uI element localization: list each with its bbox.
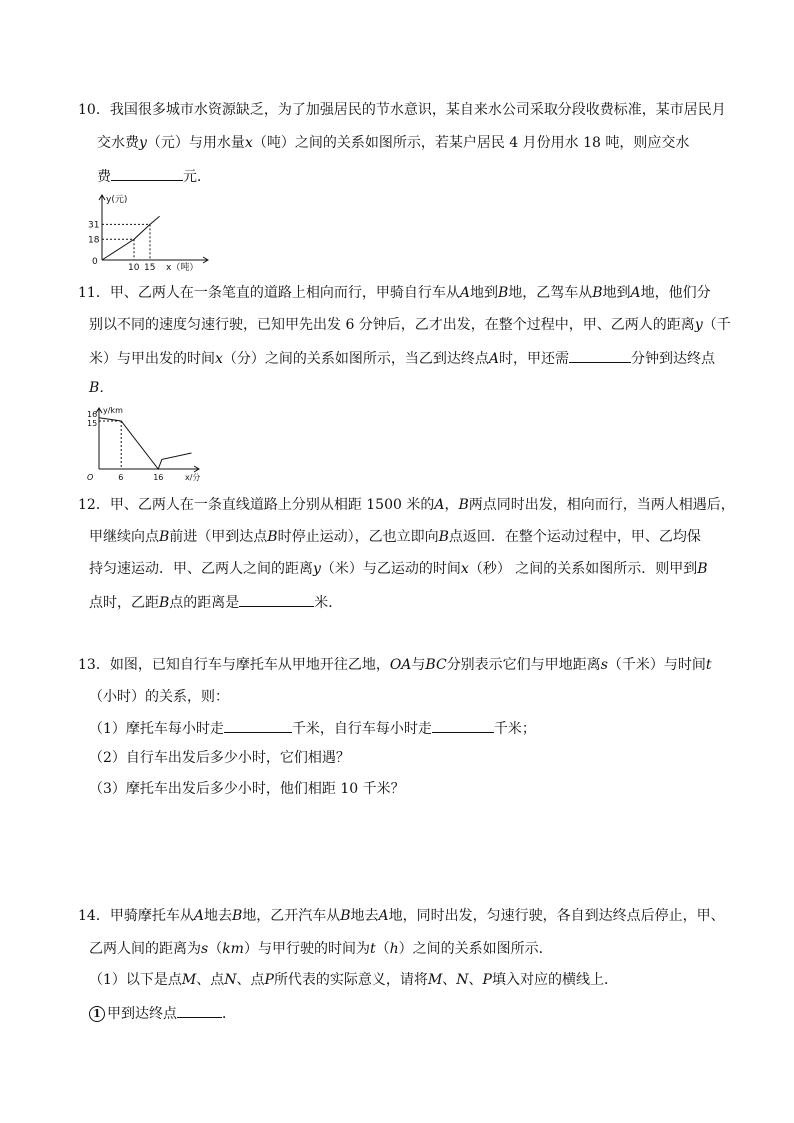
answer-blank[interactable] xyxy=(239,591,314,607)
q11-text: 地到 xyxy=(602,285,631,301)
q14-text: 填入对应的横线上． xyxy=(491,972,618,988)
y-tick-label: 18 xyxy=(88,235,100,246)
q10-text: 10．我国很多城市水资源缺乏，为了加强居民的节水意识，某自来水公司采取分段收费标准，某市居民月 xyxy=(78,102,726,118)
series-line xyxy=(99,418,192,469)
var: M xyxy=(181,972,197,988)
q10-text: 交水费 xyxy=(97,135,139,151)
var: B xyxy=(697,561,708,577)
var: B xyxy=(497,285,509,301)
q10-chart xyxy=(88,190,218,272)
var: P xyxy=(482,972,492,988)
answer-blank[interactable] xyxy=(111,165,183,181)
q13-text: （小时）的关系，则： xyxy=(89,689,229,705)
q14-text: 地，乙开汽车从 xyxy=(242,908,341,924)
q13-line2 xyxy=(89,687,229,707)
var: N xyxy=(456,972,469,988)
var: A xyxy=(630,285,641,301)
q11-text: 时，甲还需 xyxy=(499,351,570,367)
q12-text: （米）与乙运动的时间 xyxy=(320,561,461,577)
var: A xyxy=(459,285,470,301)
circled-number: 1 xyxy=(89,1006,105,1022)
q12-line1 xyxy=(78,495,735,515)
q11-text: 分钟到达终点 xyxy=(631,351,716,367)
q14-text: ）之间的关系如图所示． xyxy=(398,941,553,957)
var: P xyxy=(264,972,274,988)
var: s xyxy=(201,941,209,957)
q12-text: ， xyxy=(444,497,459,513)
q12-text: 点返回．在整个运动过程中，甲、乙均保 xyxy=(448,529,701,545)
var: km xyxy=(222,941,244,957)
q14-text: 14．甲骑摩托车从 xyxy=(78,908,194,924)
q14-text: （1）以下是点 xyxy=(89,972,182,988)
var: t xyxy=(369,941,376,957)
var: N xyxy=(224,972,237,988)
q14-text: 所代表的实际意义，请将 xyxy=(273,972,428,988)
origin-label: 0 xyxy=(92,257,98,267)
q14-text: （ xyxy=(375,941,390,957)
q12-text: 前进（甲到达点 xyxy=(169,529,268,545)
q11-text: 别以不同的速度匀速行驶，已知甲先出发 6 分钟后，乙才出发，在整个过程中，甲、乙两人的距离 xyxy=(89,317,695,333)
var-y: y xyxy=(139,135,147,151)
var: M xyxy=(427,972,443,988)
q14-text: 地去 xyxy=(350,908,379,924)
origin-label: O xyxy=(87,473,94,482)
q12-text: 两点同时出发，相向而行，当两人相遇后， xyxy=(468,497,735,513)
q11-line1 xyxy=(78,283,711,303)
q10-line1 xyxy=(78,100,726,120)
var: OA xyxy=(389,657,412,673)
q12-line2 xyxy=(89,527,701,547)
q13-text: （千米）与时间 xyxy=(607,657,706,673)
q13-text: 13．如图，已知自行车与摩托车从甲地开往乙地， xyxy=(78,657,390,673)
var: B xyxy=(231,908,243,924)
q14-text: 、点 xyxy=(236,972,265,988)
var: A xyxy=(378,908,389,924)
var-x: x xyxy=(244,135,253,151)
q14-text: 地去 xyxy=(203,908,232,924)
var: B xyxy=(438,529,449,545)
var: A xyxy=(434,497,445,513)
x-axis-label: x/分 xyxy=(185,473,201,482)
q14-line4 xyxy=(89,1002,236,1024)
var: A xyxy=(488,351,500,367)
var: B xyxy=(159,595,170,611)
q12-line4 xyxy=(89,591,342,613)
q11-text: 地，他们分 xyxy=(640,285,711,301)
q12-text: 甲继续向点 xyxy=(89,529,159,545)
var-x: x xyxy=(460,561,469,577)
var: B xyxy=(592,285,603,301)
q12-text: 持匀速运动．甲、乙两人之间的距离 xyxy=(89,561,313,577)
series-line xyxy=(102,216,160,260)
q10-text: （吨）之间的关系如图所示，若某户居民 4 月份用水 18 吨，则应交水 xyxy=(252,135,690,151)
var: B xyxy=(458,497,469,513)
q11-text: （千 xyxy=(702,317,731,333)
q11-line2 xyxy=(89,315,731,335)
q10-text: 费 xyxy=(97,169,111,185)
y-tick-label: 16 xyxy=(87,409,98,419)
var: t xyxy=(705,657,712,673)
x-tick-label: 16 xyxy=(153,473,164,482)
q13-text: 分别表示它们与甲地距离 xyxy=(446,657,601,673)
q14-line2 xyxy=(89,939,553,959)
q11-text: （分）之间的关系如图所示，当乙到达终点 xyxy=(222,351,489,367)
q14-text: （ xyxy=(208,941,223,957)
var-x: x xyxy=(215,351,223,367)
q10-line2 xyxy=(97,133,689,153)
answer-blank[interactable] xyxy=(432,717,494,733)
q14-text: 、 xyxy=(468,972,483,988)
q11-chart xyxy=(85,403,210,483)
q14-line3 xyxy=(89,970,618,990)
q14-text: 乙两人间的距离为 xyxy=(89,941,201,957)
q11-text: B． xyxy=(89,380,114,396)
q12-text: （秒） 之间的关系如图所示．则甲到 xyxy=(468,561,698,577)
var: s xyxy=(600,657,608,673)
q14-text: 、 xyxy=(442,972,457,988)
q13-text: 千米； xyxy=(493,721,536,737)
q10-text: （元）与用水量 xyxy=(146,135,245,151)
y-axis-label: y(元) xyxy=(106,195,128,205)
var: h xyxy=(389,941,399,957)
q12-text: 点时，乙距 xyxy=(89,595,159,611)
q13-part3 xyxy=(89,779,405,799)
q12-line3 xyxy=(89,559,708,579)
y-tick-label: 31 xyxy=(88,220,100,231)
q14-line1 xyxy=(78,906,725,926)
answer-blank[interactable] xyxy=(569,347,631,363)
x-tick-label: 6 xyxy=(118,473,124,482)
var: B xyxy=(267,529,278,545)
q14-text: ． xyxy=(222,1006,236,1022)
x-tick-label: 10 xyxy=(128,263,140,272)
q14-text: 甲到达终点 xyxy=(107,1006,177,1022)
var: B xyxy=(159,529,170,545)
q11-text: 地到 xyxy=(469,285,498,301)
y-axis-label: y/km xyxy=(103,406,123,415)
q13-part2 xyxy=(89,748,350,768)
q13-text: 与 xyxy=(411,657,426,673)
var: B xyxy=(340,908,351,924)
q11-text: 地，乙驾车从 xyxy=(508,285,593,301)
var-y: y xyxy=(313,561,321,577)
q10-line3 xyxy=(97,165,211,187)
answer-blank[interactable] xyxy=(177,1002,222,1018)
q11-text: 11．甲、乙两人在一条笔直的道路上相向而行，甲骑自行车从 xyxy=(78,285,460,301)
q13-part1 xyxy=(89,717,536,739)
var: BC xyxy=(425,657,447,673)
q14-text: ）与甲行驶的时间为 xyxy=(243,941,370,957)
q13-text: （1）摩托车每小时走 xyxy=(89,721,224,737)
x-axis-label: x（吨） xyxy=(166,263,199,272)
q14-text: 地，同时出发，匀速行驶，各自到达终点后停止，甲、 xyxy=(388,908,725,924)
q12-text: 时停止运动），乙也立即向 xyxy=(277,529,439,545)
q13-text: 千米，自行车每小时走 xyxy=(291,721,432,737)
q12-text: 米． xyxy=(314,595,343,611)
q12-text: 12．甲、乙两人在一条直线道路上分别从相距 1500 米的 xyxy=(78,497,435,513)
var-y: y xyxy=(694,317,703,333)
x-tick-label: 15 xyxy=(144,263,156,272)
y-tick-label: 15 xyxy=(87,419,98,428)
q13-line1 xyxy=(78,655,712,675)
q10-text: 元． xyxy=(183,169,211,185)
q12-text: 点的距离是 xyxy=(169,595,240,611)
q14-text: 、点 xyxy=(196,972,225,988)
var: A xyxy=(193,908,204,924)
answer-blank[interactable] xyxy=(224,717,292,733)
q11-line4 xyxy=(89,378,113,398)
q11-line3 xyxy=(89,347,715,369)
q13-text: （2）自行车出发后多少小时，它们相遇？ xyxy=(89,750,350,766)
q13-text: （3）摩托车出发后多少小时，他们相距 10 千米？ xyxy=(89,781,405,797)
q11-text: 米）与甲出发的时间 xyxy=(89,351,215,367)
